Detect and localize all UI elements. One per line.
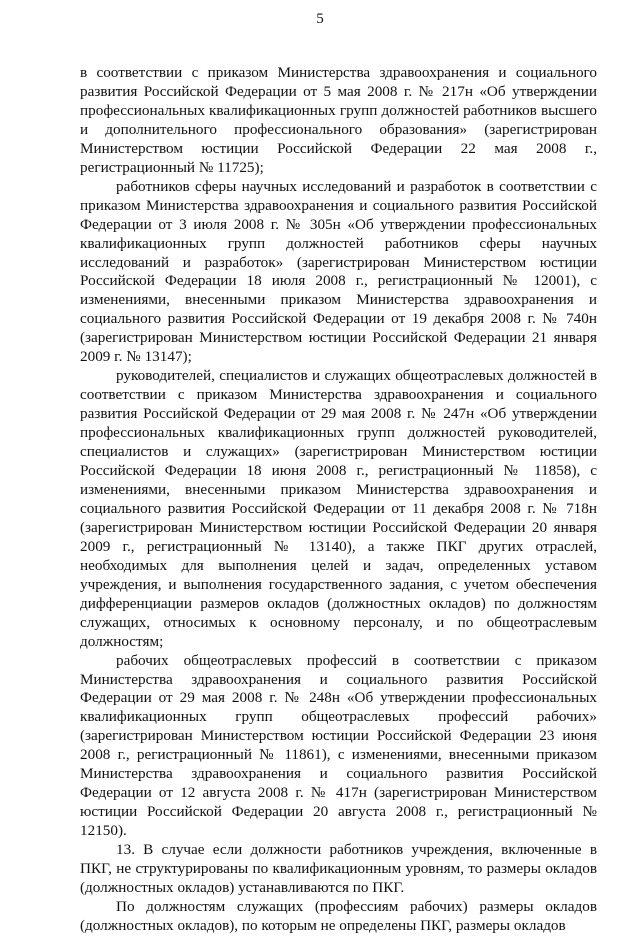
document-body xyxy=(80,64,597,936)
paragraph-item-13: 13. В случае если должности работников учреждения, включенные в ПКГ, не структурированы по квалификационным уровням, то размеры окладов (должностных окладов) устанавливаются по ПКГ. xyxy=(80,841,597,896)
paragraph-higher-education: в соответствии с приказом Министерства здравоохранения и социального развития Российской Федерации от 5 мая 2008 г. № 217н «Об утверждении профессиональных квалификационных групп должностей работников высшего и дополнительного профессионального образования» (зарегистрирован Министерством юстиции Российской Федерации 22 мая 2008 г., регистрационный № 11725); xyxy=(80,64,597,176)
paragraph-research-workers: работников сферы научных исследований и разработок в соответствии с приказом Министерства здравоохранения и социального развития Российской Федерации от 3 июля 2008 г. № 305н «Об утверждении профессиональных квалификационных групп должностей работников сферы научных исследований и разработок» (зарегистрирован Министерством юстиции Российской Федерации 18 июля 2008 г., регистрационный № 12001), с изменениями, внесенными приказом Министерства здравоохранения и социального развития Российской Федерации от 19 декабря 2008 г. № 740н (зарегистрирован Министерством юстиции Российской Федерации 21 января 2009 г. № 13147); xyxy=(80,177,597,366)
page-number: 5 xyxy=(316,11,324,27)
paragraph-workers-professions: рабочих общеотраслевых профессий в соответствии с приказом Министерства здравоохранения и социального развития Российской Федерации от 29 мая 2008 г. № 248н «Об утверждении профессиональных квалификационных групп общеотраслевых профессий рабочих» (зарегистрирован Министерством юстиции Российской Федерации 23 июня 2008 г., регистрационный № 11861), с изменениями, внесенными приказом Министерства здравоохранения и социального развития Российской Федерации от 12 августа 2008 г. № 417н (зарегистрирован Министерством юстиции Российской Федерации 20 августа 2008 г., регистрационный № 12150). xyxy=(80,651,597,840)
paragraph-managers-specialists: руководителей, специалистов и служащих общеотраслевых должностей в соответствии с приказом Министерства здравоохранения и социального развития Российской Федерации от 29 мая 2008 г. № 247н «Об утверждении профессиональных квалификационных групп должностей руководителей, специалистов и служащих» (зарегистрирован Министерством юстиции Российской Федерации 18 июня 2008 г., регистрационный № 11858), с изменениями, внесенными приказом Министерства здравоохранения и социального развития Российской Федерации от 11 декабря 2008 г. № 718н (зарегистрирован Министерством юстиции Российской Федерации 20 января 2009 г., регистрационный № 13140), а также ПКГ других отраслей, необходимых для выполнения целей и задач, определенных уставом учреждения, и выполнения государственного задания, с учетом обеспечения дифференциации размеров окладов (должностных окладов) по должностям служащих, относимых к основному персоналу, и по общеотраслевым должностям; xyxy=(80,367,597,650)
paragraph-continued: По должностям служащих (профессиям рабочих) размеры окладов (должностных окладов), по которым не определены ПКГ, размеры окладов xyxy=(80,897,597,934)
